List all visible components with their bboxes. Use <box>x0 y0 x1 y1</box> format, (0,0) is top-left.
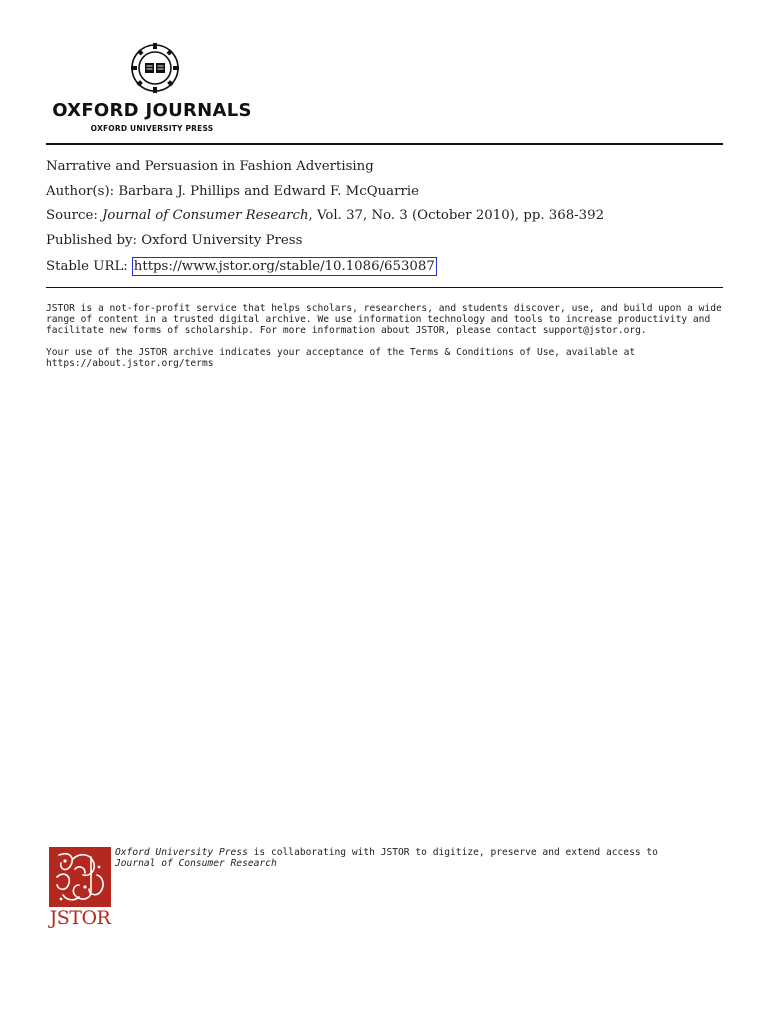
collab-text: is collaborating with JSTOR to digitize, preserve and extend access to <box>247 847 658 858</box>
authors-line <box>46 184 419 200</box>
top-divider <box>46 143 723 145</box>
article-title: Narrative and Persuasion in Fashion Advertising <box>46 159 374 174</box>
collab-publisher: Oxford University Press <box>115 847 248 858</box>
middle-divider <box>46 287 723 288</box>
source-details: , Vol. 37, No. 3 (October 2010), pp. 368-392 <box>308 208 605 223</box>
publisher-line <box>46 233 302 249</box>
source-label: Source: <box>46 208 98 223</box>
stable-url-line <box>46 257 437 276</box>
notice-line: Your use of the JSTOR archive indicates your acceptance of the Terms & Conditions of Use, available at <box>46 347 636 358</box>
collab-line-1 <box>115 847 658 858</box>
publisher-value: Oxford University Press <box>141 233 303 248</box>
notice-line: range of content in a trusted digital archive. We use information technology and tools to increase productivity and <box>46 314 711 325</box>
authors-value: Barbara J. Phillips and Edward F. McQuarrie <box>118 184 419 199</box>
authors-label: Author(s): <box>46 184 115 199</box>
journal-name: Journal of Consumer Research <box>102 208 309 223</box>
publisher-label: Published by: <box>46 233 138 248</box>
oxford-journals-logo <box>46 42 266 137</box>
jstor-logo-icon <box>49 847 111 907</box>
brand-name: OXFORD JOURNALS <box>52 100 252 121</box>
terms-link[interactable]: https://about.jstor.org/terms <box>46 358 214 369</box>
stable-url-link[interactable]: https://www.jstor.org/stable/10.1086/653087 <box>133 259 435 274</box>
collab-journal: Journal of Consumer Research <box>115 858 277 869</box>
collaboration-statement <box>115 847 658 869</box>
stable-url-label: Stable URL: <box>46 259 128 274</box>
jstor-wordmark: JSTOR <box>49 907 111 929</box>
notice-line: JSTOR is a not-for-profit service that helps scholars, researchers, and students discover, use, and build upon a wide <box>46 303 722 314</box>
terms-notice <box>46 347 726 369</box>
source-line <box>46 208 604 224</box>
jstor-about-notice <box>46 303 726 336</box>
jstor-logo <box>47 847 113 931</box>
notice-line: facilitate new forms of scholarship. For more information about JSTOR, please contact support@jstor.org. <box>46 325 647 336</box>
oxford-crest-icon <box>130 42 180 94</box>
brand-subtitle: OXFORD UNIVERSITY PRESS <box>90 124 214 133</box>
